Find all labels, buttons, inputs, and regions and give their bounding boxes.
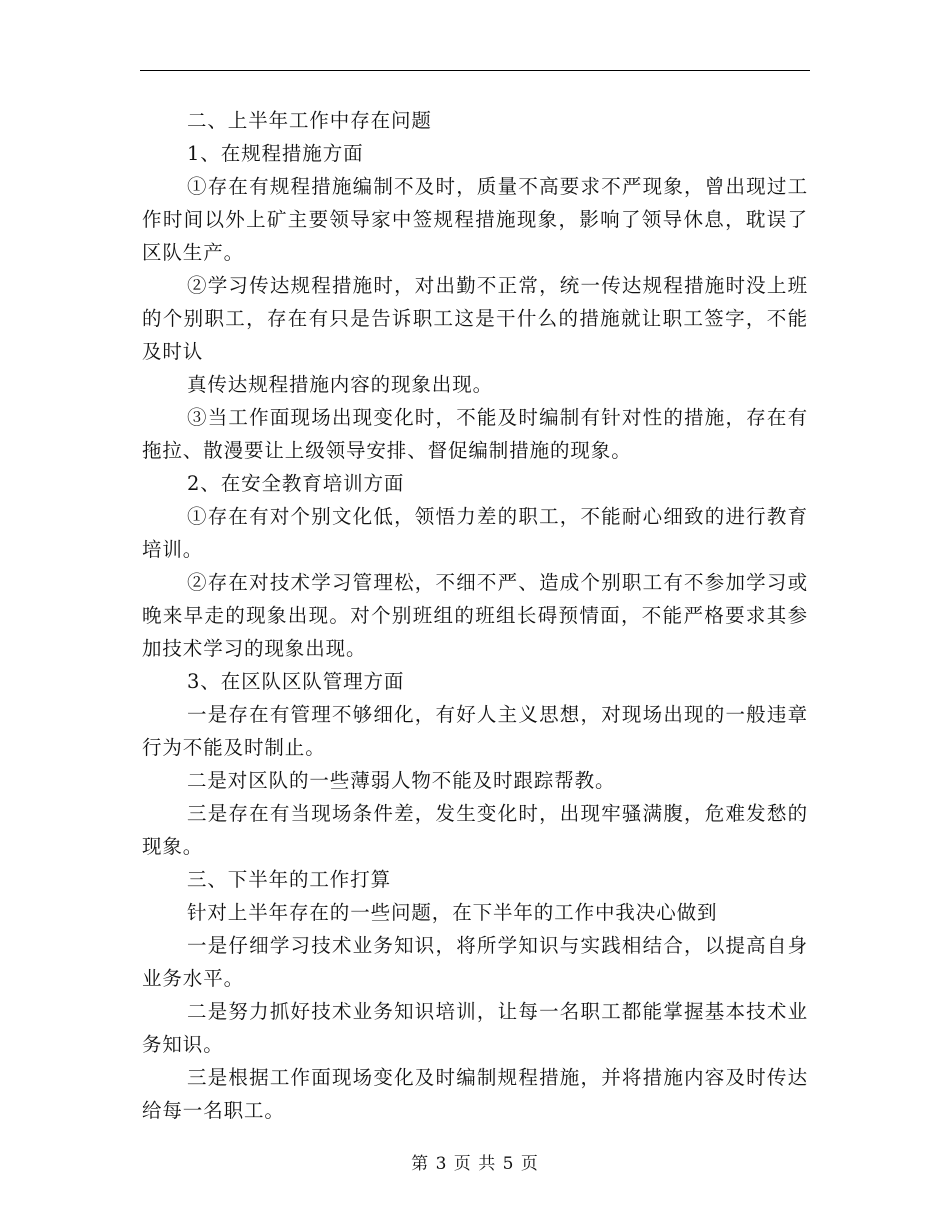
page-number: 第 3 页 共 5 页 bbox=[411, 1154, 539, 1174]
body-text bbox=[142, 104, 808, 1127]
paragraph: 二是努力抓好技术业务知识培训，让每一名职工都能掌握基本技术业务知识。 bbox=[142, 1000, 808, 1056]
paragraph: 三是根据工作面现场变化及时编制规程措施，并将措施内容及时传达给每一名职工。 bbox=[142, 1066, 808, 1122]
subheading-team-management: 3、在区队区队管理方面 bbox=[187, 670, 405, 693]
paragraph: ①存在有对个别文化低，领悟力差的职工，不能耐心细致的进行教育培训。 bbox=[142, 505, 808, 561]
header-rule bbox=[140, 70, 810, 71]
paragraph: ①存在有规程措施编制不及时，质量不高要求不严现象，曾出现过工作时间以外上矿主要领导家中签规程措施现象，影响了领导休息，耽误了区队生产。 bbox=[142, 175, 808, 264]
paragraph: 二是对区队的一些薄弱人物不能及时跟踪帮教。 bbox=[187, 769, 616, 792]
section-heading-problems: 二、上半年工作中存在问题 bbox=[187, 109, 432, 132]
paragraph: ②存在对技术学习管理松，不细不严、造成个别职工有不参加学习或晚来早走的现象出现。对个别班组的班组长碍预情面，不能严格要求其参加技术学习的现象出现。 bbox=[142, 571, 808, 660]
paragraph: 一是仔细学习技术业务知识，将所学知识与实践相结合，以提高自身业务水平。 bbox=[142, 934, 808, 990]
section-heading-plans: 三、下半年的工作打算 bbox=[187, 868, 392, 891]
paragraph: 真传达规程措施内容的现象出现。 bbox=[187, 373, 494, 396]
paragraph: 一是存在有管理不够细化，有好人主义思想，对现场出现的一般违章行为不能及时制止。 bbox=[142, 703, 808, 759]
subheading-safety-training: 2、在安全教育培训方面 bbox=[187, 472, 405, 495]
paragraph: 三是存在有当现场条件差，发生变化时，出现牢骚满腹，危难发愁的现象。 bbox=[142, 802, 808, 858]
subheading-procedures: 1、在规程措施方面 bbox=[187, 142, 364, 165]
paragraph: ③当工作面现场出现变化时，不能及时编制有针对性的措施，存在有拖拉、散漫要让上级领导安排、督促编制措施的现象。 bbox=[142, 406, 808, 462]
paragraph: ②学习传达规程措施时，对出勤不正常，统一传达规程措施时没上班的个别职工，存在有只是告诉职工这是干什么的措施就让职工签字，不能及时认 bbox=[142, 274, 808, 363]
paragraph: 针对上半年存在的一些问题，在下半年的工作中我决心做到 bbox=[187, 901, 718, 924]
